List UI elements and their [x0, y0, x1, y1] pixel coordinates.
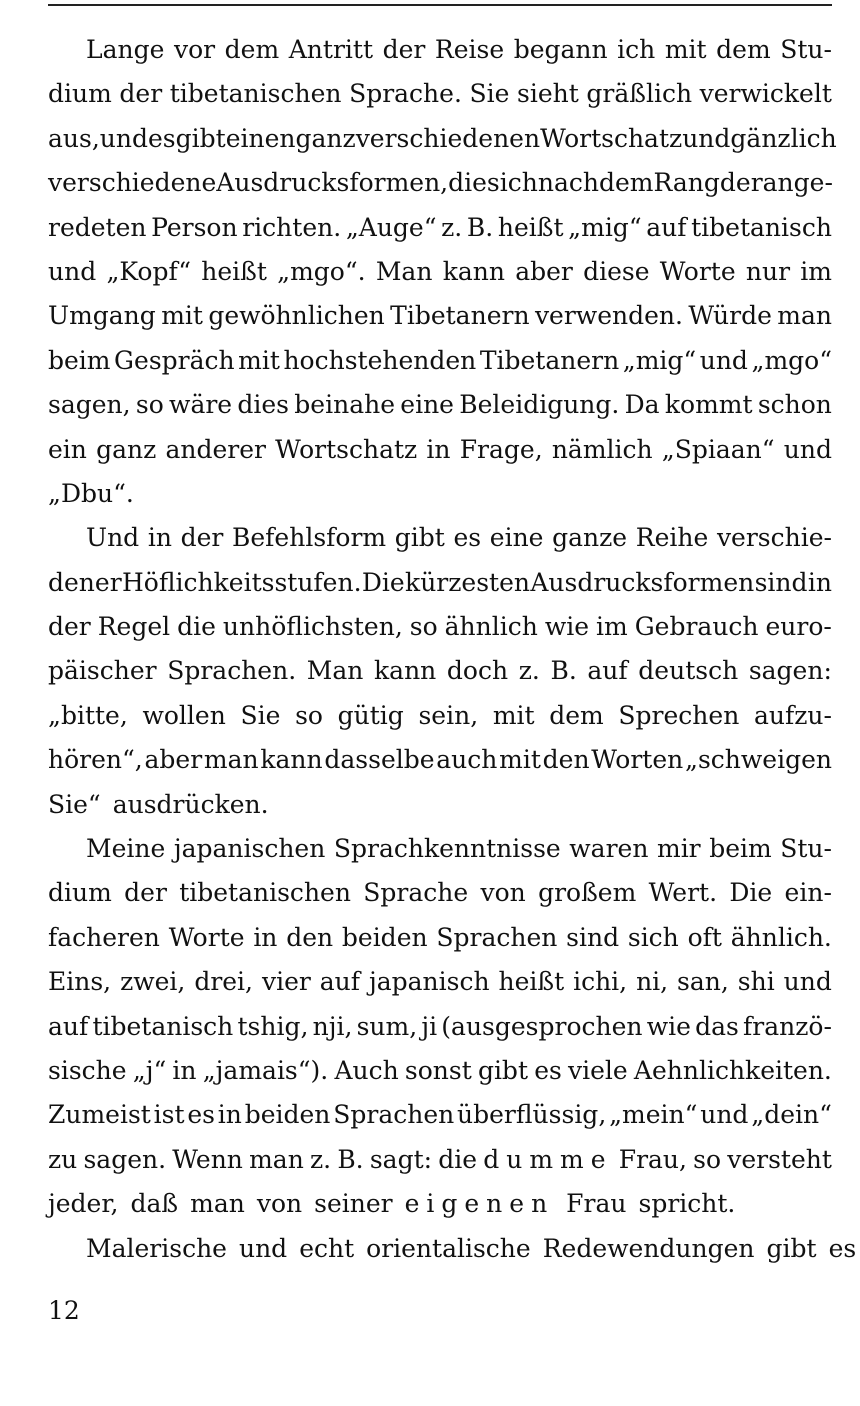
text-line: sagen, so wäre dies beinahe eine Beleidigung. Da kommt schon	[48, 390, 832, 420]
text-line: Zumeist ist es in beiden Sprachen überflüssig, „mein“ und „dein“	[48, 1100, 832, 1130]
text-line: Sie“ ausdrücken.	[48, 789, 269, 819]
text-line: Eins, zwei, drei, vier auf japanisch heißt ichi, ni, san, shi und	[48, 967, 832, 997]
text-line: auf tibetanisch tshig, nji, sum, ji (ausgesprochen wie das franzö-	[48, 1011, 832, 1041]
paragraph	[48, 1227, 857, 1271]
text-line: facheren Worte in den beiden Sprachen sind sich oft ähnlich.	[48, 922, 832, 952]
paragraph	[48, 28, 837, 516]
text-line: „Dbu“.	[48, 478, 134, 508]
text-line: Lange vor dem Antritt der Reise begann ich mit dem Stu-	[86, 35, 832, 64]
text-line: Meine japanischen Sprachkenntnisse waren mir beim Stu-	[86, 834, 832, 864]
text-line: dium der tibetanischen Sprache von großem Wert. Die ein-	[48, 878, 832, 908]
text-line: zu sagen. Wenn man z. B. sagt: die dumme Frau, so versteht	[48, 1144, 832, 1174]
text-line: und „Kopf“ heißt „mgo“. Man kann aber diese Worte nur im	[48, 256, 832, 286]
text-line: Umgang mit gewöhnlichen Tibetanern verwenden. Würde man	[48, 301, 832, 331]
page-number: 12	[48, 1296, 80, 1325]
text-line: Und in der Befehlsform gibt es eine ganze Reihe verschie-	[86, 523, 832, 553]
text-line: päischer Sprachen. Man kann doch z. B. auf deutsch sagen:	[48, 656, 832, 686]
text-line: redeten Person richten. „Auge“ z. B. heißt „mig“ auf tibetanisch	[48, 212, 832, 242]
text-line: dium der tibetanischen Sprache. Sie sieht gräßlich verwickelt	[48, 79, 832, 109]
text-line: sische „j“ in „jamais“). Auch sonst gibt es viele Aehnlichkeiten.	[48, 1055, 832, 1085]
paragraph	[48, 516, 832, 827]
text-line: dener Höflichkeitsstufen. Die kürzesten Ausdrucksformen sind in	[48, 567, 832, 597]
text-line: der Regel die unhöflichsten, so ähnlich wie im Gebrauch euro-	[48, 612, 832, 642]
text-line: hören“, aber man kann dasselbe auch mit den Worten „schweigen	[48, 745, 832, 775]
text-line: verschiedene Ausdrucksformen, die sich nach dem Rang der ange-	[48, 168, 833, 198]
text-line: beim Gespräch mit hochstehenden Tibetanern „mig“ und „mgo“	[48, 345, 832, 375]
text-line: Malerische und echt orientalische Redewendungen gibt es	[86, 1233, 857, 1263]
paragraph	[48, 827, 832, 1227]
text-line: „bitte, wollen Sie so gütig sein, mit dem Sprechen aufzu-	[48, 700, 832, 730]
page-text	[48, 28, 857, 1271]
text-line: ein ganz anderer Wortschatz in Frage, nämlich „Spiaan“ und	[48, 434, 832, 464]
text-line: aus, und es gibt einen ganz verschiedenen Wortschatz und gänzlich	[48, 123, 837, 153]
top-rule	[48, 4, 832, 6]
text-line: jeder, daß man von seiner eigenen Frau spricht.	[48, 1189, 736, 1219]
